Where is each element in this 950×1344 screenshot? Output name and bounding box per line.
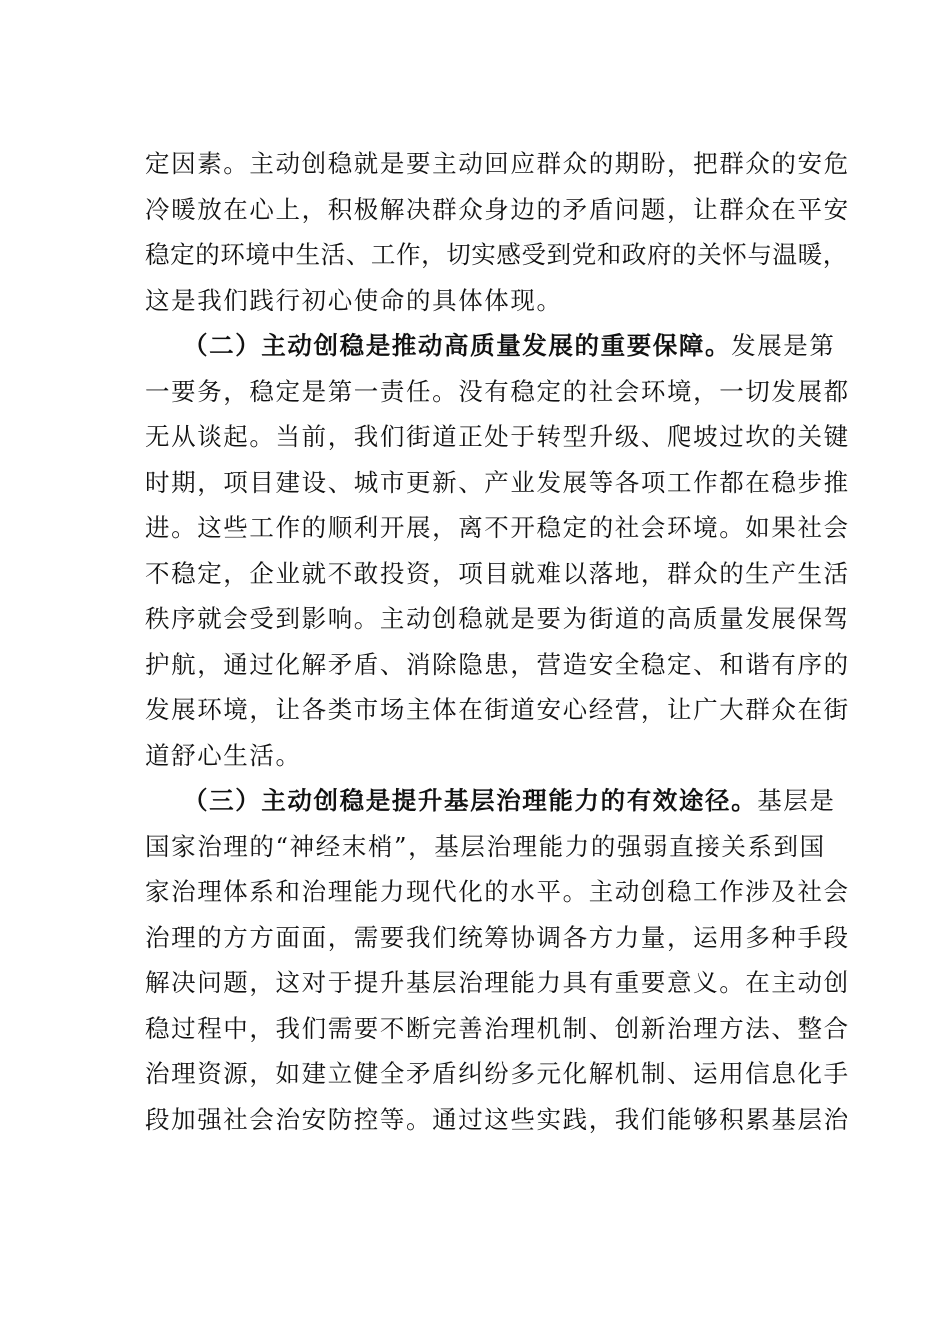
paragraph-3-line-3: 家治理体系和治理能力现代化的水平。主动创稳工作涉及社会 [145, 877, 850, 906]
paragraph-2-line-2: 一要务，稳定是第一责任。没有稳定的社会环境，一切发展都 [145, 376, 850, 406]
paragraph-1-line-3: 稳定的环境中生活、工作，切实感受到党和政府的关怀与温暖， [145, 240, 848, 269]
paragraph-3-first-line [145, 778, 836, 824]
paragraph-2-line-7: 秩序就会受到影响。主动创稳就是要为街道的高质量发展保驾 [145, 604, 850, 633]
paragraph-3-line-7: 治理资源，如建立健全矛盾纠纷多元化解机制、运用信息化手 [145, 1059, 850, 1088]
paragraph-2-line-8: 护航，通过化解矛盾、消除隐患，营造安全稳定、和谐有序的 [145, 649, 850, 679]
paragraph-2-line-6: 不稳定，企业就不敢投资，项目就难以落地，群众的生产生活 [145, 558, 850, 588]
paragraph-3-first-line-rest: 基层是 [757, 786, 836, 815]
paragraph-2-line-3: 无从谈起。当前，我们街道正处于转型升级、爬坡过坎的关键 [145, 422, 850, 451]
paragraph-2-first-line-rest: 发展是第 [731, 331, 836, 360]
paragraph-3-line-4: 治理的方方面面，需要我们统筹协调各方力量，运用多种手段 [145, 922, 850, 952]
paragraph-2-line-5: 进。这些工作的顺利开展，离不开稳定的社会环境。如果社会 [145, 513, 850, 542]
paragraph-3-line-2: 国家治理的“神经末梢”，基层治理能力的强弱直接关系到国 [145, 831, 826, 861]
paragraph-1-line-2: 冷暖放在心上，积极解决群众身边的矛盾问题，让群众在平安 [145, 194, 850, 224]
paragraph-3-line-5: 解决问题，这对于提升基层治理能力具有重要意义。在主动创 [145, 968, 850, 997]
paragraph-2-line-4: 时期，项目建设、城市更新、产业发展等各项工作都在稳步推 [145, 467, 850, 497]
paragraph-3-line-6: 稳过程中，我们需要不断完善治理机制、创新治理方法、整合 [145, 1013, 850, 1043]
paragraph-2-line-10: 道舒心生活。 [145, 740, 302, 770]
paragraph-1-line-1: 定因素。主动创稳就是要主动回应群众的期盼，把群众的安危 [145, 149, 850, 178]
paragraph-3-line-8: 段加强社会治安防控等。通过这些实践，我们能够积累基层治 [145, 1104, 850, 1134]
document-body [145, 141, 850, 1142]
paragraph-2-line-9: 发展环境，让各类市场主体在街道安心经营，让广大群众在街 [145, 695, 850, 724]
paragraph-1-line-4: 这是我们践行初心使命的具体体现。 [145, 285, 563, 315]
paragraph-2-heading: （二）主动创稳是推动高质量发展的重要保障。 [183, 331, 732, 360]
paragraph-2-first-line [145, 323, 836, 369]
paragraph-3-heading: （三）主动创稳是提升基层治理能力的有效途径。 [183, 786, 758, 815]
